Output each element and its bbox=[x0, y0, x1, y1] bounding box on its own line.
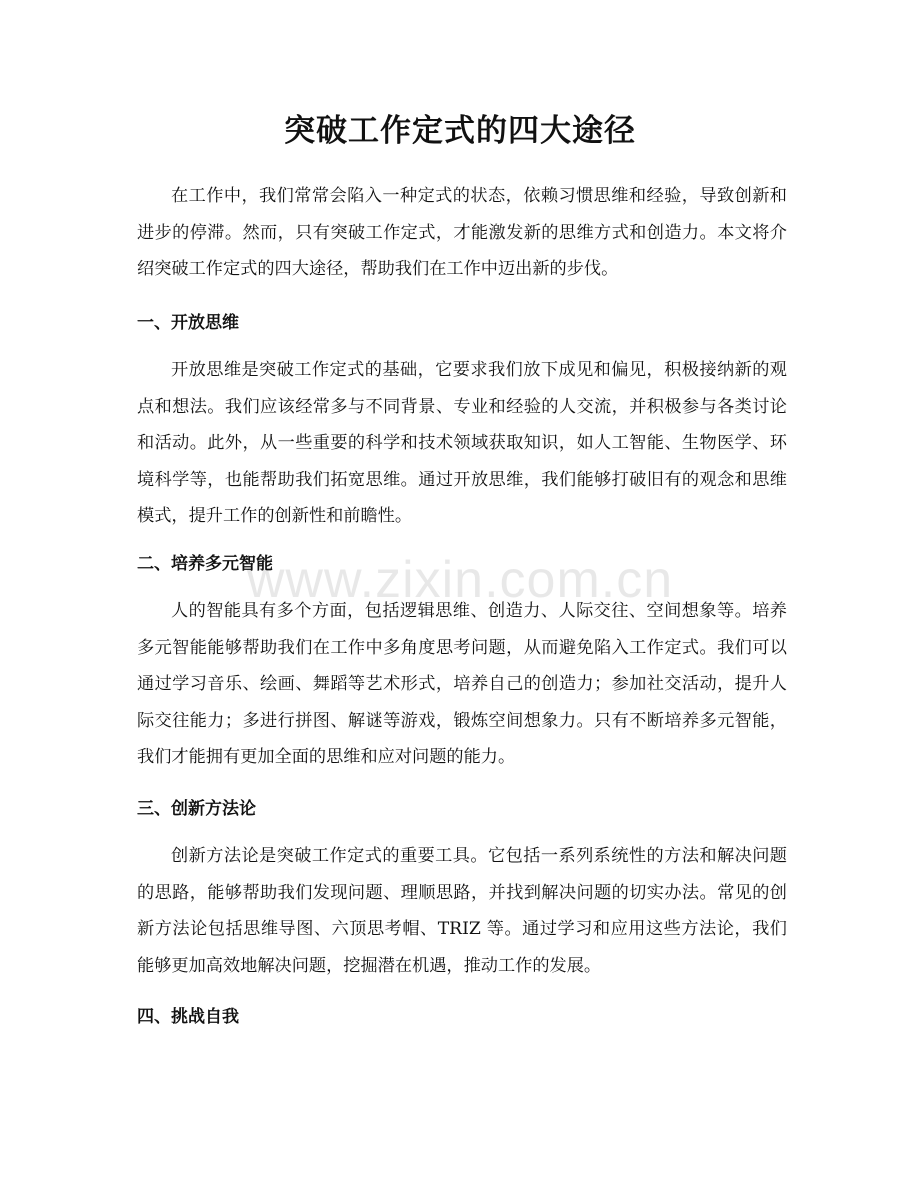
section-body-3: 创新方法论是突破工作定式的重要工具。它包括一系列系统性的方法和解决问题的思路，能够帮助我们发现问题、理顺思路，并找到解决问题的切实办法。常见的创新方法论包括思维导图、六顶思考帽、TRIZ 等。通过学习和应用这些方法论，我们能够更加高效地解决问题，挖掘潜在机遇，推动工作的发展。 bbox=[137, 846, 787, 976]
section-body-2: 人的智能具有多个方面，包括逻辑思维、创造力、人际交往、空间想象等。培养多元智能能够帮助我们在工作中多角度思考问题，从而避免陷入工作定式。我们可以通过学习音乐、绘画、舞蹈等艺术形式，培养自己的创造力；参加社交活动，提升人际交往能力；多进行拼图、解谜等游戏，锻炼空间想象力。只有不断培养多元智能，我们才能拥有更加全面的思维和应对问题的能力。 bbox=[137, 601, 787, 768]
section-heading-3: 三、创新方法论 bbox=[137, 799, 256, 819]
section-heading-1: 一、开放思维 bbox=[137, 313, 239, 333]
section-heading-4: 四、挑战自我 bbox=[137, 1007, 239, 1027]
watermark: www.zixin.com.cn bbox=[246, 551, 674, 609]
section-heading-2: 二、培养多元智能 bbox=[137, 554, 273, 574]
document-title: 突破工作定式的四大途径 bbox=[284, 113, 636, 149]
section-body-1: 开放思维是突破工作定式的基础，它要求我们放下成见和偏见，积极接纳新的观点和想法。我们应该经常多与不同背景、专业和经验的人交流，并积极参与各类讨论和活动。此外，从一些重要的科学和技术领域获取知识，如人工智能、生物医学、环境科学等，也能帮助我们拓宽思维。通过开放思维，我们能够打破旧有的观念和思维模式，提升工作的创新性和前瞻性。 bbox=[137, 360, 787, 527]
intro-paragraph: 在工作中，我们常常会陷入一种定式的状态，依赖习惯思维和经验，导致创新和进步的停滞。然而，只有突破工作定式，才能激发新的思维方式和创造力。本文将介绍突破工作定式的四大途径，帮助我们在工作中迈出新的步伐。 bbox=[137, 186, 787, 280]
